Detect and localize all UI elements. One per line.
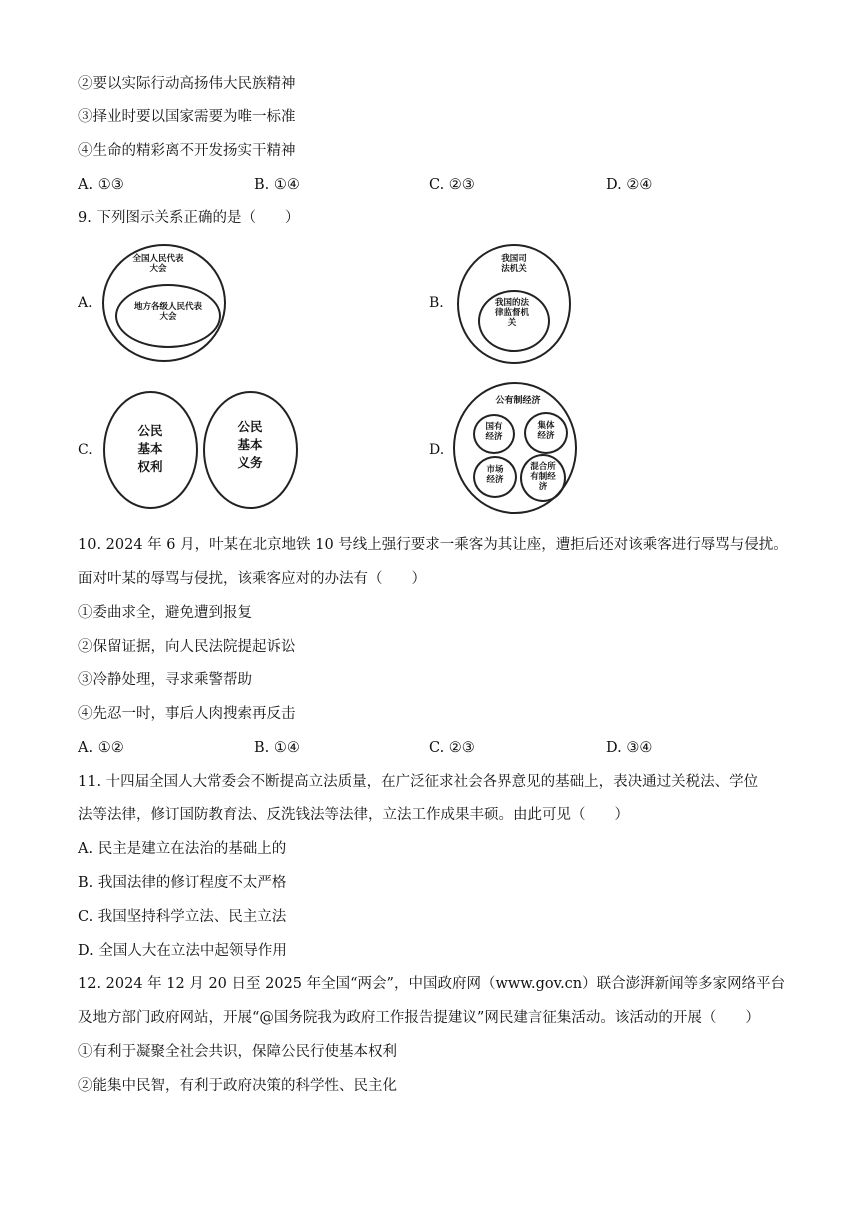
- q9-label-b: B.: [429, 295, 444, 311]
- q8-option-b: B. ①④: [254, 177, 300, 193]
- q9-d-label-1: 国有经济: [485, 422, 503, 442]
- q9-a-outer-label: 全国人民代表大会: [132, 254, 184, 274]
- q9-d-label-2: 集体经济: [537, 421, 555, 441]
- q11-stem-1: 11. 十四届全国人大常委会不断提高立法质量，在广泛征求社会各界意见的基础上，表决通过关税法、学位: [78, 774, 759, 790]
- q12-stem-2: 及地方部门政府网站，开展“@国务院我为政府工作报告提建议”网民建言征集活动。该活动的开展（ ）: [78, 1010, 760, 1026]
- q10-option-a: A. ①②: [78, 740, 124, 756]
- q8-item-3: ③择业时要以国家需要为唯一标准: [78, 109, 296, 125]
- q8-item-4: ④生命的精彩离不开发扬实干精神: [78, 143, 296, 159]
- q9-c-right-label: 公民基本义务: [237, 419, 263, 470]
- q9-b-outer-label: 我国司法机关: [501, 254, 527, 274]
- q9-c-left-label: 公民基本权利: [137, 423, 163, 474]
- q11-stem-2: 法等法律，修订国防教育法、反洗钱法等法律，立法工作成果丰硕。由此可见（ ）: [78, 807, 629, 823]
- q11-option-b: B. 我国法律的修订程度不太严格: [78, 875, 287, 891]
- q8-item-2: ②要以实际行动高扬伟大民族精神: [78, 76, 296, 92]
- q10-item-3: ③冷静处理，寻求乘警帮助: [78, 672, 252, 688]
- q10-stem-2: 面对叶某的辱骂与侵扰，该乘客应对的办法有（ ）: [78, 571, 426, 587]
- q11-option-a: A. 民主是建立在法治的基础上的: [78, 841, 287, 857]
- q9-stem: 9. 下列图示关系正确的是（ ）: [78, 210, 300, 226]
- q9-d-label-4: 混合所有制经济: [530, 462, 556, 492]
- q10-item-4: ④先忍一时，事后人肉搜索再反击: [78, 706, 296, 722]
- q11-option-c: C. 我国坚持科学立法、民主立法: [78, 909, 287, 925]
- q9-label-c: C.: [78, 442, 93, 458]
- q10-stem-1: 10. 2024 年 6 月，叶某在北京地铁 10 号线上强行要求一乘客为其让座，遭拒后还对该乘客进行辱骂与侵扰。: [78, 537, 788, 553]
- q10-item-1: ①委曲求全，避免遭到报复: [78, 605, 252, 621]
- q11-option-d: D. 全国人大在立法中起领导作用: [78, 943, 287, 959]
- q12-stem-1: 12. 2024 年 12 月 20 日至 2025 年全国“两会”，中国政府网（www.gov.cn）联合澎湃新闻等多家网络平台: [78, 976, 786, 992]
- q8-option-c: C. ②③: [429, 177, 475, 193]
- q10-option-d: D. ③④: [606, 740, 653, 756]
- q9-label-d: D.: [429, 442, 445, 458]
- q10-item-2: ②保留证据，向人民法院提起诉讼: [78, 639, 296, 655]
- q10-option-b: B. ①④: [254, 740, 300, 756]
- q9-label-a: A.: [78, 295, 93, 311]
- q10-option-c: C. ②③: [429, 740, 475, 756]
- q12-item-2: ②能集中民智，有利于政府决策的科学性、民主化: [78, 1078, 397, 1094]
- q9-b-inner-label: 我国的法律监督机关: [495, 298, 530, 328]
- q9-d-label-3: 市场经济: [486, 465, 504, 485]
- q8-option-a: A. ①③: [78, 177, 124, 193]
- q9-a-inner-label: 地方各级人民代表大会: [133, 302, 202, 322]
- q9-d-outer-label: 公有制经济: [495, 396, 541, 406]
- q12-item-1: ①有利于凝聚全社会共识，保障公民行使基本权利: [78, 1044, 397, 1060]
- q8-option-d: D. ②④: [606, 177, 653, 193]
